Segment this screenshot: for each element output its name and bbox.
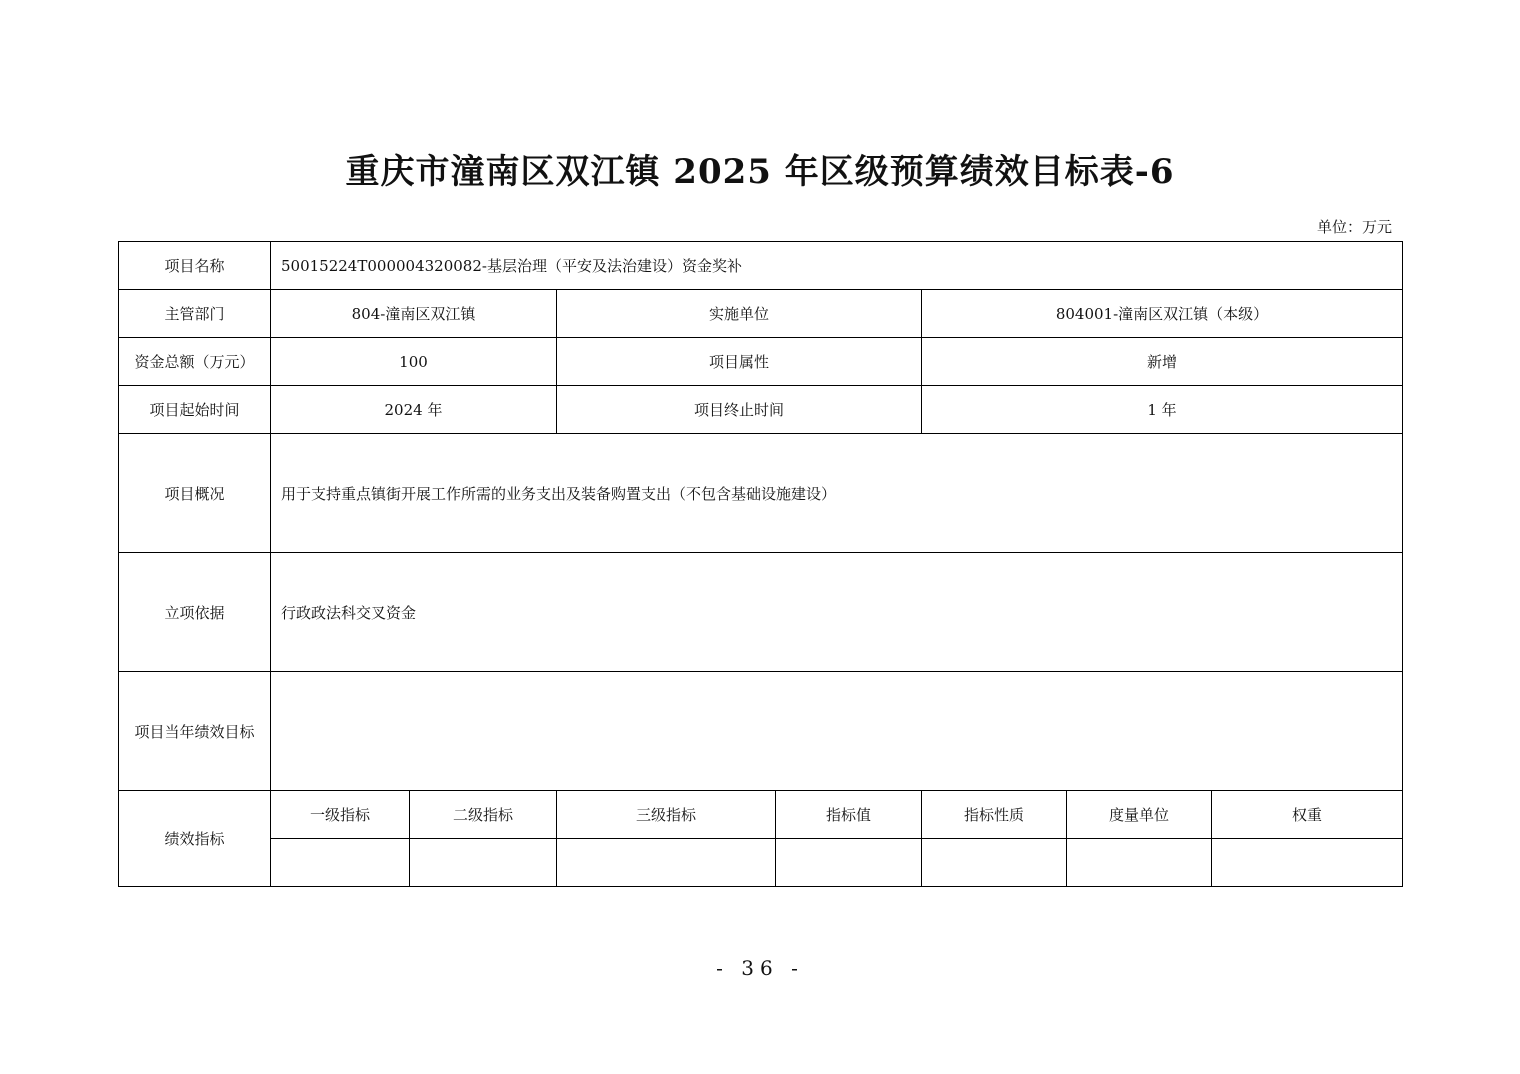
funding-label: 资金总额（万元） xyxy=(119,338,271,386)
indicator-header-value: 指标值 xyxy=(776,791,922,839)
department-label: 主管部门 xyxy=(119,290,271,338)
page-number: - 36 - xyxy=(716,956,804,980)
indicator-cell xyxy=(271,839,410,887)
indicator-cell xyxy=(1212,839,1403,887)
row-project-name xyxy=(119,242,1403,290)
project-name-label: 项目名称 xyxy=(119,242,271,290)
indicators-label: 绩效指标 xyxy=(119,791,271,887)
indicator-header-unit: 度量单位 xyxy=(1067,791,1212,839)
unit-label: 单位：万元 xyxy=(1316,218,1392,236)
overview-label: 项目概况 xyxy=(119,434,271,553)
indicator-cell xyxy=(557,839,776,887)
basis-label: 立项依据 xyxy=(119,553,271,672)
indicator-cell xyxy=(1067,839,1212,887)
row-indicator-headers xyxy=(119,791,1403,839)
row-timing xyxy=(119,386,1403,434)
row-indicator-empty xyxy=(119,839,1403,887)
row-overview xyxy=(119,434,1403,553)
indicator-cell xyxy=(776,839,922,887)
row-annual-goal xyxy=(119,672,1403,791)
basis-value: 行政政法科交叉资金 xyxy=(271,553,1403,672)
indicator-header-weight: 权重 xyxy=(1212,791,1403,839)
row-department xyxy=(119,290,1403,338)
implementing-unit-label: 实施单位 xyxy=(557,290,922,338)
indicator-header-level1: 一级指标 xyxy=(271,791,410,839)
end-time-value: 1 年 xyxy=(922,386,1403,434)
start-time-label: 项目起始时间 xyxy=(119,386,271,434)
funding-value: 100 xyxy=(271,338,557,386)
project-name-value: 50015224T000004320082-基层治理（平安及法治建设）资金奖补 xyxy=(271,242,1403,290)
budget-performance-table xyxy=(118,241,1403,887)
department-value: 804-潼南区双江镇 xyxy=(271,290,557,338)
end-time-label: 项目终止时间 xyxy=(557,386,922,434)
indicator-cell xyxy=(410,839,557,887)
annual-goal-value xyxy=(271,672,1403,791)
project-attribute-label: 项目属性 xyxy=(557,338,922,386)
indicator-header-nature: 指标性质 xyxy=(922,791,1067,839)
annual-goal-label: 项目当年绩效目标 xyxy=(119,672,271,791)
implementing-unit-value: 804001-潼南区双江镇（本级） xyxy=(922,290,1403,338)
indicator-cell xyxy=(922,839,1067,887)
page-title: 重庆市潼南区双江镇 2025 年区级预算绩效目标表-6 xyxy=(345,152,1175,192)
indicator-header-level3: 三级指标 xyxy=(557,791,776,839)
indicator-header-level2: 二级指标 xyxy=(410,791,557,839)
start-time-value: 2024 年 xyxy=(271,386,557,434)
row-basis xyxy=(119,553,1403,672)
overview-value: 用于支持重点镇街开展工作所需的业务支出及装备购置支出（不包含基础设施建设） xyxy=(271,434,1403,553)
row-funding xyxy=(119,338,1403,386)
project-attribute-value: 新增 xyxy=(922,338,1403,386)
